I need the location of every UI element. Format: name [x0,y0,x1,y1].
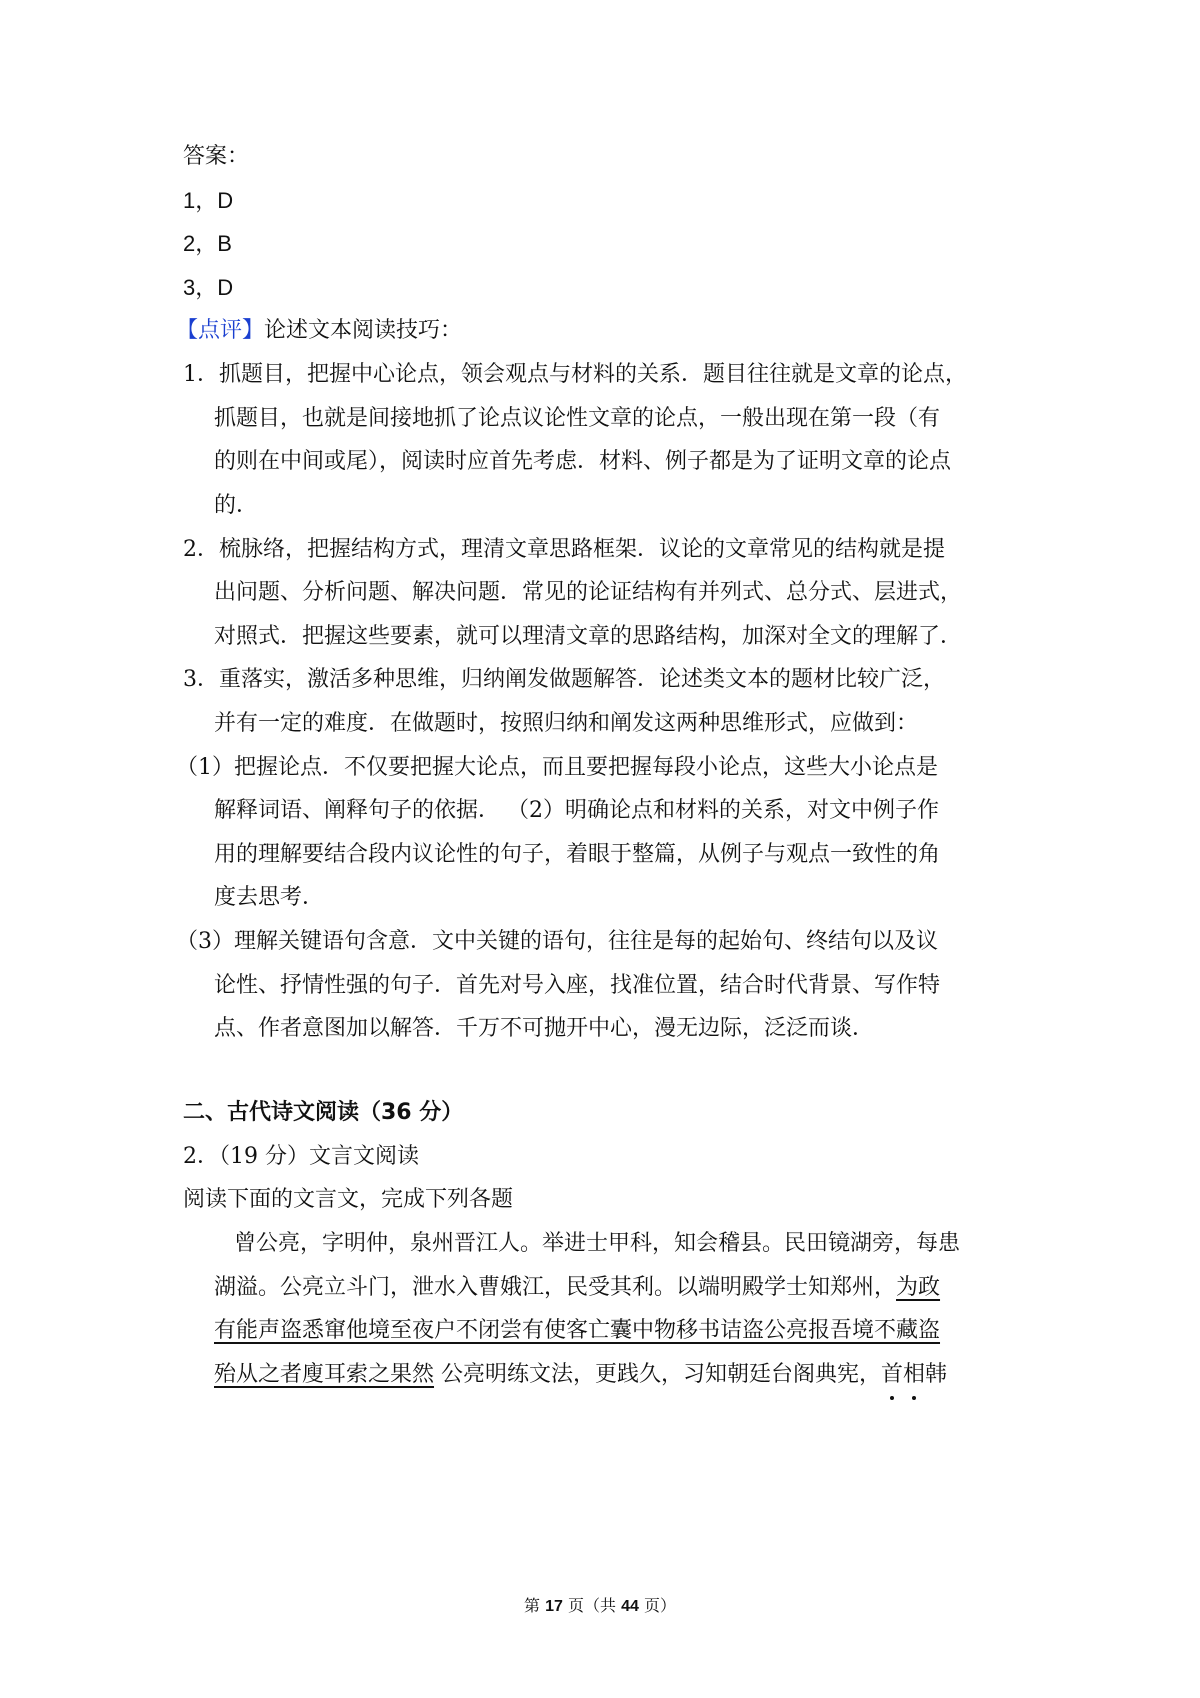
page-number: 17 [545,1598,563,1615]
dotted-term [881,1362,925,1387]
underlined-passage: 有能声盗悉窜他境至夜户不闭尝有使客亡囊中物移书诘盗公亮报吾境不藏盗 [214,1318,941,1343]
emphasis-dot-char: 首 [881,1360,903,1390]
comment-line: 3．重落实，激活多种思维，归纳阐发做题解答．论述类文本的题材比较广泛， [183,667,945,692]
comment-line: 抓题目，也就是间接地抓了论点议论性文章的论点，一般出现在第一段（有 [214,406,941,431]
comment-line: 用的理解要结合段内议论性的句子，着眼于整篇，从例子与观点一致性的角 [214,842,941,867]
comment-line: 论性、抒情性强的句子．首先对号入座，找准位置，结合时代背景、写作特 [214,973,941,998]
passage-text: 公亮明练文法，更践久，习知朝廷台阁典宪， [434,1362,882,1387]
answer-item: 3，D [183,275,234,300]
footer-suffix: 页） [638,1596,676,1615]
comment-line: 2．梳脉络，把握结构方式，理清文章思路框架．议论的文章常见的结构就是提 [183,537,945,562]
comment-line: 对照式．把握这些要素，就可以理清文章的思路结构，加深对全文的理解了． [214,624,963,649]
answer-item: 2，B [183,231,232,256]
comment-header [176,316,462,346]
emphasis-dot-char: 相 [903,1360,925,1390]
section-heading: 二、古代诗文阅读（36 分） [183,1100,464,1125]
passage-line: 曾公亮，字明仲，泉州晋江人。举进士甲科，知会稽县。民田镜湖旁，每患 [234,1231,961,1256]
page-total: 44 [621,1598,639,1615]
footer-middle: 页（共 [562,1596,622,1615]
underlined-passage: 为政 [896,1275,941,1300]
comment-tag: 【点评】 [176,318,265,343]
passage-line [214,1273,940,1303]
comment-line: 的． [214,493,259,518]
comment-line: 解释词语、阐释句子的依据． （2）明确论点和材料的关系，对文中例子作 [214,798,939,823]
passage-text: 湖溢。公亮立斗门，泄水入曹娥江，民受其利。以端明殿学士知郑州， [214,1275,897,1300]
question-title: 2．（19 分）文言文阅读 [183,1144,419,1169]
passage-line [214,1360,947,1390]
comment-line: （3）理解关键语句含意．文中关键的语句，往往是每的起始句、终结句以及议 [176,929,938,954]
comment-line: 1．抓题目，把握中心论点，领会观点与材料的关系．题目往往就是文章的论点， [183,362,967,387]
comment-title: 论述文本阅读技巧： [264,318,463,343]
page-footer [0,1595,1200,1618]
answer-item: 1，D [183,188,234,213]
passage-line [214,1316,940,1346]
passage-text: 韩 [925,1362,948,1387]
comment-line: 度去思考． [214,885,325,910]
underlined-passage: 殆从之者廋耳索之果然 [214,1362,435,1387]
footer-prefix: 第 [524,1596,546,1615]
comment-line: 点、作者意图加以解答．千万不可抛开中心，漫无边际，泛泛而谈． [214,1016,875,1041]
comment-line: 并有一定的难度．在做题时，按照归纳和阐发这两种思维形式，应做到： [214,711,919,736]
comment-line: 的则在中间或尾），阅读时应首先考虑．材料、例子都是为了证明文章的论点 [214,449,952,474]
question-instruction: 阅读下面的文言文，完成下列各题 [183,1187,514,1212]
comment-line: （1）把握论点．不仅要把握大论点，而且要把握每段小论点，这些大小论点是 [176,755,938,780]
comment-line: 出问题、分析问题、解决问题．常见的论证结构有并列式、总分式、层进式， [214,580,963,605]
answers-title: 答案： [183,144,250,169]
